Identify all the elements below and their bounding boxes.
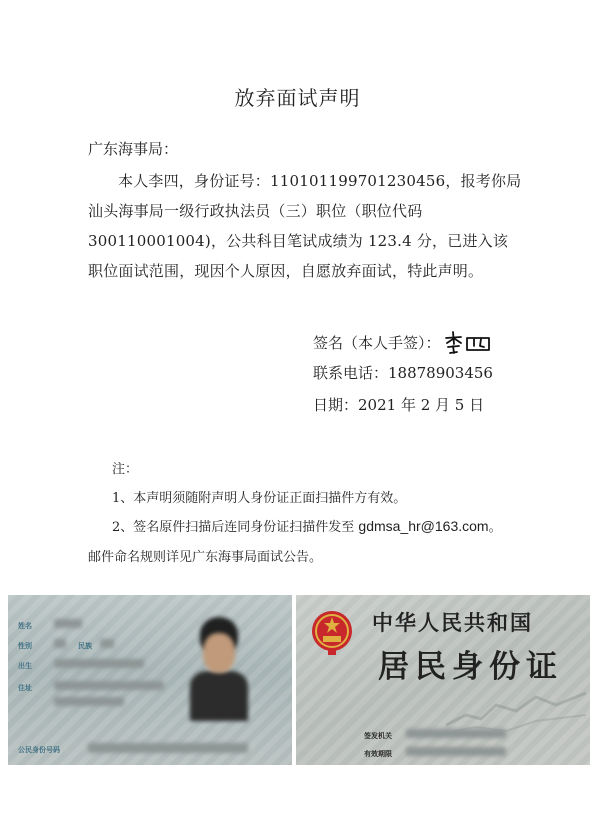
document-title: 放弃面试声明 [234, 86, 361, 110]
signature-row [313, 330, 495, 358]
note-3: 邮件命名规则详见广东海事局面试公告。 [88, 550, 323, 565]
body-line-1: 本人李四，身份证号：110101199701230456，报考你局 [118, 172, 522, 190]
blurred-authority [406, 729, 506, 738]
card-country-title: 中华人民共和国 [372, 610, 533, 635]
signature-label: 签名（本人手签）： [313, 334, 441, 352]
label-birth: 出生 [18, 663, 32, 670]
blurred-sex [54, 639, 66, 648]
card-type-title: 居民身份证 [378, 649, 563, 685]
note-2 [112, 516, 502, 535]
id-card-front-image [8, 595, 292, 765]
blurred-address-2 [54, 697, 124, 706]
contact-phone: 联系电话：18878903456 [313, 364, 493, 382]
national-emblem-icon [310, 609, 354, 655]
label-issuing-authority: 签发机关 [364, 733, 392, 740]
id-card-back-image [296, 595, 590, 765]
blurred-name [54, 619, 82, 628]
label-id-number: 公民身份号码 [18, 747, 60, 754]
body-line-4: 职位面试范围，现因个人原因，自愿放弃面试，特此声明。 [88, 262, 484, 280]
blurred-address-1 [54, 681, 164, 690]
handwritten-signature [443, 330, 495, 358]
notes-heading: 注： [112, 462, 139, 477]
portrait-photo [188, 613, 250, 721]
note-1: 1、本声明须随附声明人身份证正面扫描件方有效。 [112, 491, 407, 506]
label-ethnicity: 民族 [78, 643, 92, 650]
label-validity: 有效期限 [364, 751, 392, 758]
blurred-ethnicity [100, 639, 114, 648]
salutation: 广东海事局： [88, 140, 179, 158]
label-sex: 性别 [18, 643, 32, 650]
blurred-id-number [88, 743, 248, 753]
blurred-birth [54, 659, 144, 668]
label-address: 住址 [18, 685, 32, 692]
body-line-2: 汕头海事局一级行政执法员（三）职位（职位代码 [88, 202, 423, 220]
email-address: gdmsa_hr@163.com [358, 518, 489, 534]
body-line-3: 300110001004)，公共科目笔试成绩为 123.4 分，已进入该 [88, 232, 509, 250]
label-name: 姓名 [18, 623, 32, 630]
blurred-validity [406, 747, 506, 756]
note-2-suffix: 。 [488, 520, 502, 535]
declaration-date: 日期：2021 年 2 月 5 日 [313, 396, 485, 414]
note-2-text: 2、签名原件扫描后连同身份证扫描件发至 [112, 520, 359, 535]
